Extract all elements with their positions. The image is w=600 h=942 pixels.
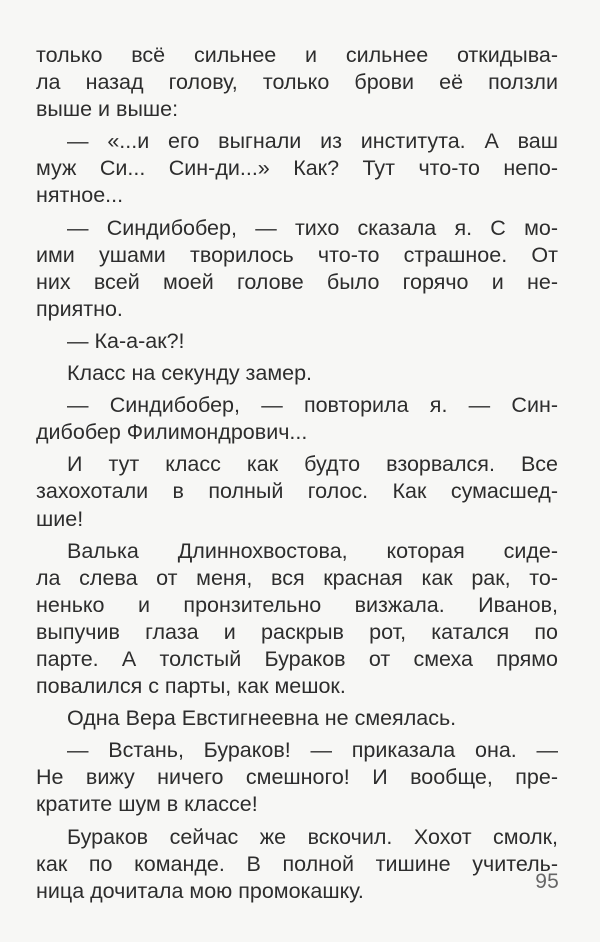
text-line: как по команде. В полной тишине учитель- (36, 851, 558, 876)
text-line: повалился с парты, как мешок. (36, 674, 346, 699)
text-line: — Синдибобер, — тихо сказала я. С мо- (67, 215, 558, 240)
paragraph (36, 215, 558, 323)
text-line: них всей моей голове было горячо и не- (36, 269, 558, 294)
paragraph (36, 392, 558, 446)
text-line: шие! (36, 506, 84, 531)
paragraph (36, 737, 558, 818)
text-line: только всё сильнее и сильнее откидыва- (36, 43, 558, 67)
text-line: приятно. (36, 296, 123, 321)
text-line: выше и выше: (36, 97, 179, 122)
text-line: Не вижу ничего смешного! И вообще, пре- (36, 765, 558, 790)
text-line: Бураков сейчас же вскочил. Хохот смолк, (67, 824, 558, 849)
text-line: — Встань, Бураков! — приказала она. — (67, 738, 558, 763)
text-line: кратите шум в классе! (36, 792, 258, 817)
paragraph (36, 451, 558, 532)
paragraph (36, 360, 558, 387)
text-line: парте. А толстый Бураков от смеха прямо (36, 646, 558, 671)
page-number: 95 (535, 870, 559, 893)
text-line: выпучив глаза и раскрыв рот, катался по (36, 619, 558, 644)
text-line: — Ка-а-ак?! (67, 328, 185, 353)
text-line: захохотали в полный голос. Как сумасшед- (36, 479, 558, 504)
body-text (36, 42, 558, 905)
text-line: муж Си... Син-ди...» Как? Тут что-то непо- (36, 156, 558, 181)
paragraph (36, 42, 558, 123)
text-line: ненько и пронзительно визжала. Иванов, (36, 592, 558, 617)
text-line: ла слева от меня, вся красная как рак, то- (36, 565, 558, 590)
text-line: И тут класс как будто взорвался. Все (67, 452, 558, 477)
text-line: Валька Длиннохвостова, которая сиде- (67, 538, 558, 563)
text-line: Класс на секунду замер. (67, 361, 313, 386)
text-line: дибобер Филимондрович... (36, 420, 308, 445)
text-line: ими ушами творилось что-то страшное. От (36, 242, 558, 267)
paragraph (36, 705, 558, 732)
text-line: ница дочитала мою промокашку. (36, 878, 364, 903)
text-line: ла назад голову, только брови её ползли (36, 70, 558, 95)
text-line: — «...и его выгнали из института. А ваш (67, 129, 558, 154)
paragraph (36, 128, 558, 209)
paragraph (36, 328, 558, 355)
paragraph (36, 824, 558, 905)
text-line: Одна Вера Евстигнеевна не смеялась. (67, 706, 457, 731)
paragraph (36, 538, 558, 701)
text-line: нятное... (36, 183, 124, 208)
text-line: — Синдибобер, — повторила я. — Син- (67, 393, 558, 418)
